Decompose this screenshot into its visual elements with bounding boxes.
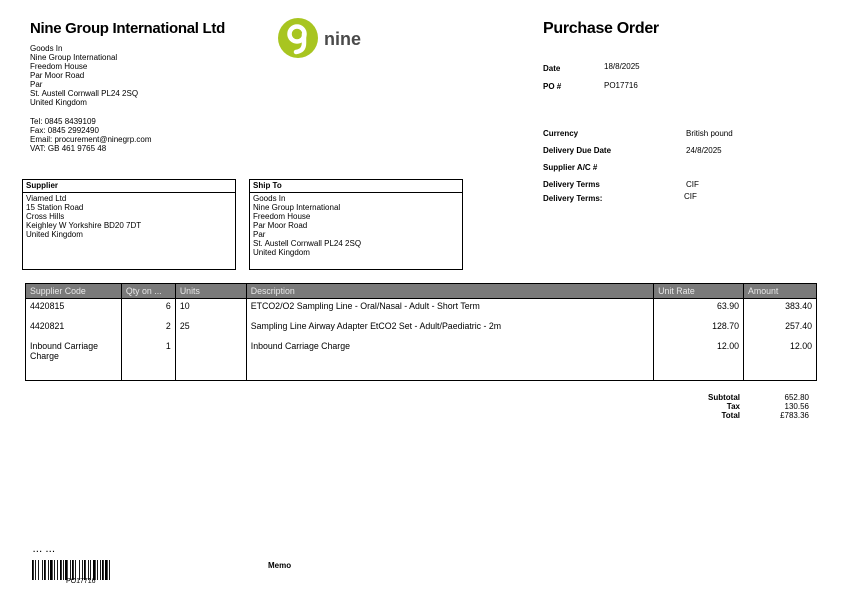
ship-to-line: St. Austell Cornwall PL24 2SQ — [253, 239, 362, 248]
ship-to-line: Par Moor Road — [253, 221, 308, 230]
barcode-image — [32, 560, 136, 580]
cell-amount: 257.40 — [744, 319, 817, 339]
col-header-qty: Qty on ... — [121, 284, 175, 299]
currency-value: British pound — [686, 129, 733, 138]
company-contact — [30, 117, 152, 153]
address-line: Par Moor Road — [30, 71, 85, 80]
cell-rate: 12.00 — [654, 339, 744, 381]
tax-value: 130.56 — [784, 402, 809, 411]
po-value: PO17716 — [604, 81, 638, 90]
cell-rate: 128.70 — [654, 319, 744, 339]
ship-to-line: United Kingdom — [253, 248, 310, 257]
ship-to-line: Par — [253, 230, 266, 239]
table-row — [26, 339, 817, 381]
cell-qty: 6 — [121, 299, 175, 319]
company-tel: Tel: 0845 8439109 — [30, 117, 96, 126]
total-value: £783.36 — [780, 411, 809, 420]
subtotal-value: 652.80 — [784, 393, 809, 402]
cell-description: Inbound Carriage Charge — [246, 339, 653, 381]
col-header-unit-rate: Unit Rate — [654, 284, 744, 299]
ship-to-line: Freedom House — [253, 212, 311, 221]
delivery-terms-label: Delivery Terms — [543, 180, 600, 189]
supplier-ac-label: Supplier A/C # — [543, 163, 598, 172]
cell-units — [175, 339, 246, 381]
supplier-line: Viamed Ltd — [26, 194, 67, 203]
company-name: Nine Group International Ltd — [30, 20, 225, 37]
ship-to-line: Nine Group International — [253, 203, 341, 212]
supplier-heading: Supplier — [23, 180, 235, 193]
cell-qty: 1 — [121, 339, 175, 381]
cell-amount: 383.40 — [744, 299, 817, 319]
totals-values — [745, 393, 809, 420]
po-label: PO # — [543, 82, 562, 91]
date-value: 18/8/2025 — [604, 62, 640, 71]
company-email: Email: procurement@ninegrp.com — [30, 135, 152, 144]
cell-code: 4420815 — [26, 299, 122, 319]
footer-dots: ... ... — [33, 545, 56, 554]
cell-code: 4420821 — [26, 319, 122, 339]
supplier-line: Keighley W Yorkshire BD20 7DT — [26, 221, 142, 230]
col-header-units: Units — [175, 284, 246, 299]
cell-units: 10 — [175, 299, 246, 319]
line-items-table — [25, 283, 817, 381]
cell-description: Sampling Line Airway Adapter EtCO2 Set - Adult/Paediatric - 2m — [246, 319, 653, 339]
due-date-label: Delivery Due Date — [543, 146, 612, 155]
supplier-line: United Kingdom — [26, 230, 83, 239]
col-header-description: Description — [246, 284, 653, 299]
address-line: Freedom House — [30, 62, 88, 71]
delivery-terms-2-label: Delivery Terms: — [543, 194, 603, 203]
total-label: Total — [721, 411, 740, 420]
delivery-terms-2-value: CIF — [684, 192, 697, 201]
totals-labels — [680, 393, 740, 420]
table-row — [26, 299, 817, 319]
logo-text: nine — [324, 29, 362, 49]
document-title: Purchase Order — [543, 20, 659, 37]
address-line: Nine Group International — [30, 53, 118, 62]
supplier-line: Cross Hills — [26, 212, 65, 221]
supplier-box — [22, 179, 236, 270]
subtotal-label: Subtotal — [708, 393, 740, 402]
cell-description: ETCO2/O2 Sampling Line - Oral/Nasal - Adult - Short Term — [246, 299, 653, 319]
table-row — [26, 319, 817, 339]
cell-code: Inbound Carriage Charge — [26, 339, 122, 381]
ship-to-line: Goods In — [253, 194, 286, 203]
tax-label: Tax — [726, 402, 740, 411]
address-line: Par — [30, 80, 43, 89]
supplier-line: 15 Station Road — [26, 203, 84, 212]
col-header-amount: Amount — [744, 284, 817, 299]
currency-label: Currency — [543, 129, 579, 138]
ship-to-address — [250, 193, 462, 258]
cell-qty: 2 — [121, 319, 175, 339]
barcode-text: PO17716 — [66, 578, 96, 585]
ship-to-heading: Ship To — [250, 180, 462, 193]
table-header-row — [26, 284, 817, 299]
due-date-value: 24/8/2025 — [686, 146, 722, 155]
cell-amount: 12.00 — [744, 339, 817, 381]
nine-logo — [277, 17, 377, 61]
supplier-address — [23, 193, 235, 240]
cell-units: 25 — [175, 319, 246, 339]
company-vat: VAT: GB 461 9765 48 — [30, 144, 107, 153]
delivery-terms-value: CIF — [686, 180, 699, 189]
cell-rate: 63.90 — [654, 299, 744, 319]
address-line: Goods In — [30, 44, 63, 53]
company-fax: Fax: 0845 2992490 — [30, 126, 99, 135]
address-line: United Kingdom — [30, 98, 87, 107]
date-label: Date — [543, 64, 561, 73]
ship-to-box — [249, 179, 463, 270]
memo-label: Memo — [268, 561, 292, 570]
col-header-supplier-code: Supplier Code — [26, 284, 122, 299]
company-address — [30, 44, 138, 107]
address-line: St. Austell Cornwall PL24 2SQ — [30, 89, 139, 98]
